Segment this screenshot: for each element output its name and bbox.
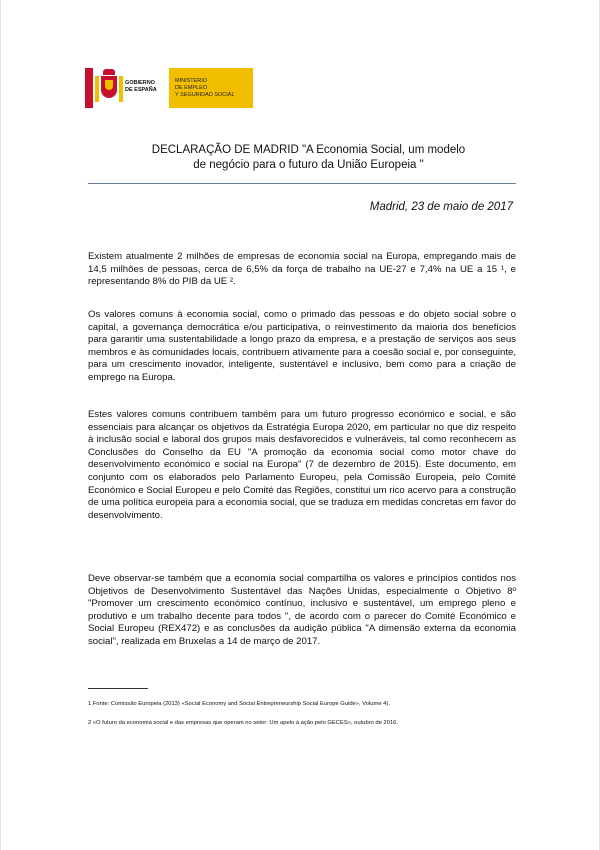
- footnote-divider: [88, 688, 148, 689]
- ministry-line-2: DE EMPLEO: [175, 84, 208, 91]
- gov-line-2: DE ESPAÑA: [125, 87, 157, 93]
- title-divider: [88, 183, 516, 184]
- dateline: Madrid, 23 de maio de 2017: [369, 201, 513, 213]
- gov-line-1: GOBIERNO: [125, 80, 155, 86]
- title-line-1: DECLARAÇÃO DE MADRID "A Economia Social, um modelo: [151, 144, 466, 156]
- ministry-label: [169, 68, 253, 108]
- footnote: 2 «O futuro da economia social e das empresas que operam no setor: Um apelo à ação pelo GECES», outubro de 2016.: [88, 720, 398, 726]
- footnote: 1 Fonte: Comissão Europeia (2013) «Social Economy and Social Entrepreneurship Social Europe Guide», Volume 4).: [88, 701, 390, 707]
- government-label: [125, 80, 163, 94]
- ministry-line-1: MINISTERIO: [175, 78, 208, 84]
- paragraph: Os valores comuns à economia social, como o primado das pessoas e do objeto social sobre o capital, a governança democrática e/ou participativa, o reinvestimento da maioria dos benefícios para garantir uma sustentabilidade a longo prazo da empresa, e a prestação de serviços aos seus membros e às comunidades locais, contribuem ativamente para a coesão social e, por conseguinte, para um crescimento inovador, inteligente, sustentável e inclusivo, bem como para a criação de emprego na Europa.: [88, 309, 516, 383]
- paragraph: Existem atualmente 2 milhões de empresas de economia social na Europa, empregando mais de 14,5 milhões de pessoas, cerca de 6,5% da força de trabalho na UE-27 e 7,4% na UE a 15 ¹, e representando 8% do PIB da UE ².: [88, 251, 516, 288]
- paragraph: Estes valores comuns contribuem também para um futuro progresso económico e social, e são essenciais para alcançar os objetivos da Estratégia Europa 2020, em particular no que diz respeito à inclusão social e laboral dos grupos mais desfavorecidos e vulneráveis, tal como reconhecem as Conclusões do Conselho da EU "A promoção da economia social como motor chave do desenvolvimento económico e social na Europa" (7 de dezembro de 2015). Este documento, em conjunto com os elaborados pelo Parlamento Europeu, pela Comissão Europeia, pelo Comité Económico e Social Europeu e pelo Comité das Regiões, constitui um rico acervo para a construção de uma política europeia para a economia social, que se traduza em medidas concretas em favor do desenvolvimento.: [88, 409, 516, 521]
- title-line-2: de negócio para o futuro da União Europeia ": [193, 159, 424, 171]
- ministry-line-3: Y SEGURIDAD SOCIAL: [175, 91, 235, 98]
- coat-of-arms-icon: [95, 68, 123, 108]
- document-title: [81, 143, 536, 173]
- government-logo: [85, 68, 253, 108]
- paragraph: Deve observar-se também que a economia social compartilha os valores e princípios contidos nos Objetivos de Desenvolvimento Sustentável das Nações Unidas, especialmente o Objetivo 8º "Promover um crescimento económico contínuo, inclusivo e sustentável, um emprego pleno e produtivo e um trabalho decente para todos ", de acordo com o parecer do Comité Económico e Social Europeu (REX472) e as conclusões da audição pública "A dimensão externa da economia social", realizada em Bruxelas a 14 de março de 2017.: [88, 573, 516, 647]
- red-stripe: [85, 68, 93, 108]
